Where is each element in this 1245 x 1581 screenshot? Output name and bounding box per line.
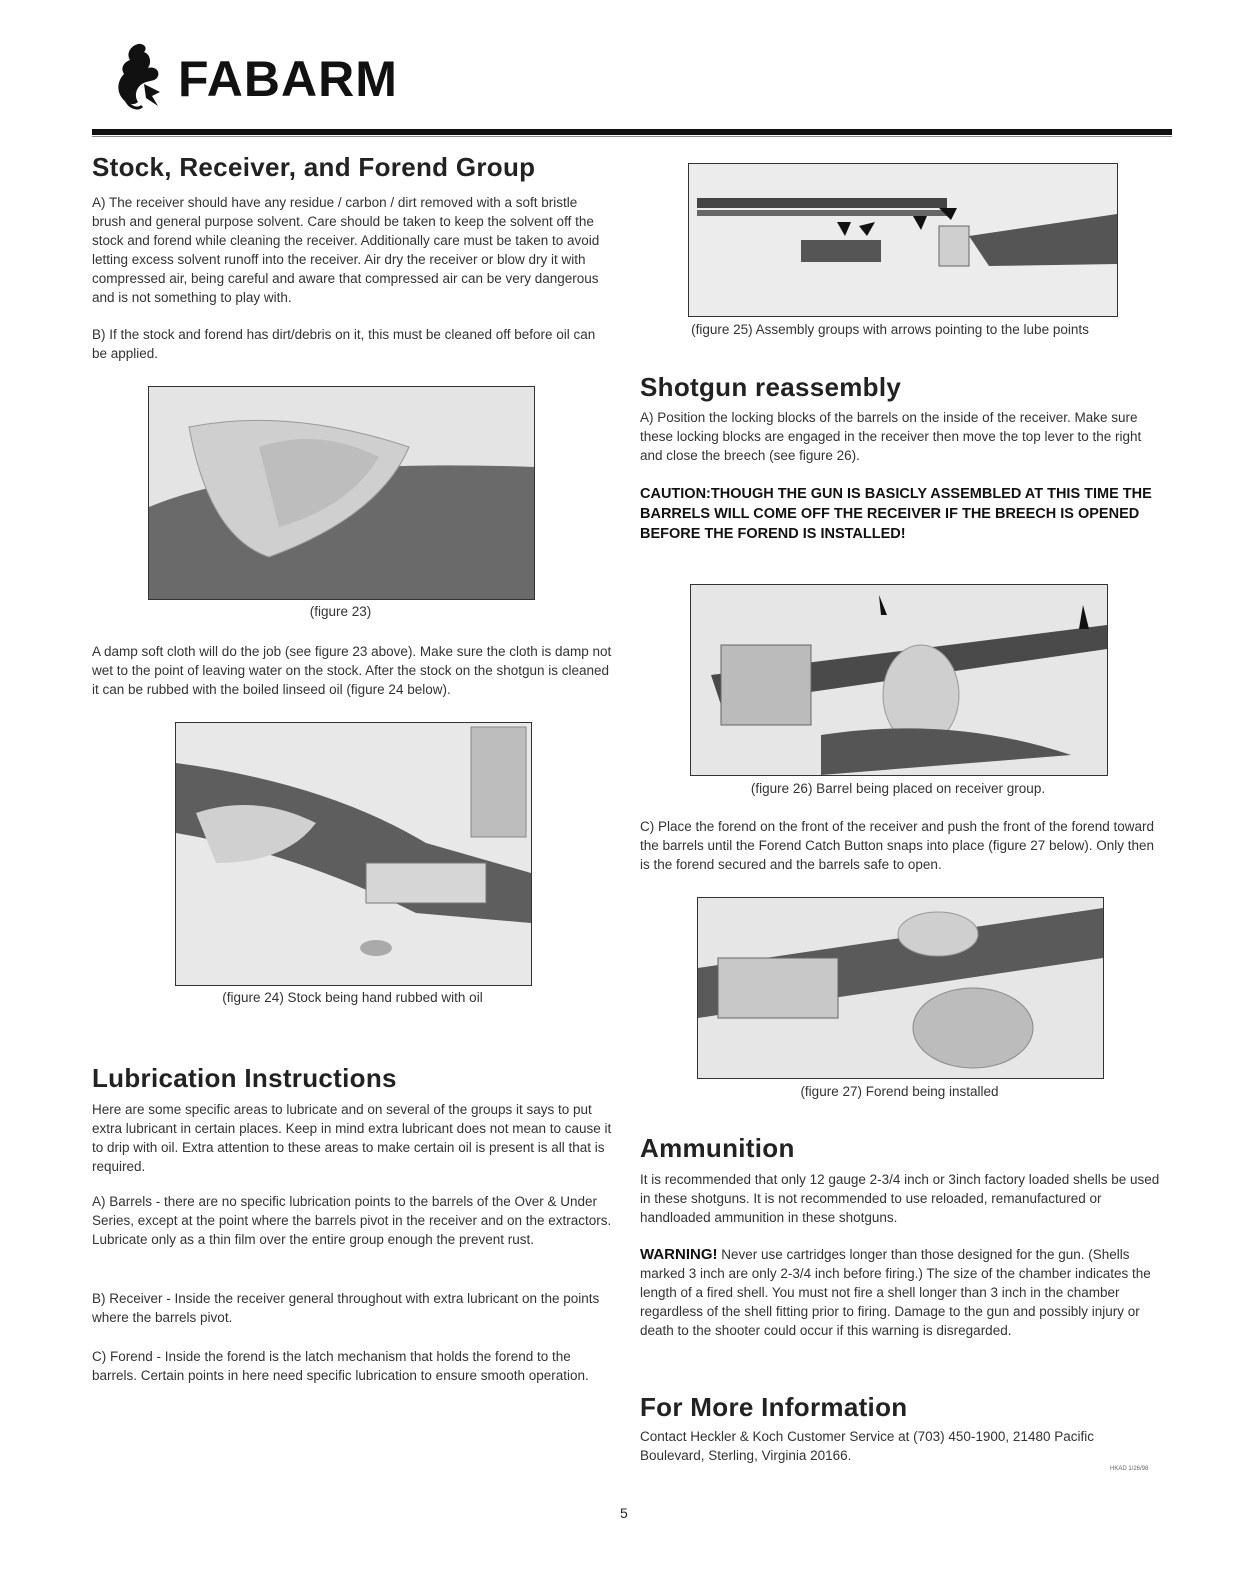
paragraph-damp-cloth: A damp soft cloth will do the job (see figure 23 above). Make sure the cloth is damp not wet to the point of leaving water on the stock. After the stock on the shotgun is cleaned it can be rubbed with the boiled linseed oil (figure 24 below). (92, 644, 612, 697)
fabarm-lion-logo-icon (108, 40, 168, 112)
figure-27-image (697, 897, 1104, 1079)
section-title-more-information: For More Information (640, 1392, 908, 1422)
paragraph-forend-install: C) Place the forend on the front of the receiver and push the front of the forend toward the barrels until the Forend Catch Button snaps into place (figure 27 below). Only then is the forend secured and the barrels safe to open. (640, 819, 1155, 872)
paragraph-ammunition: It is recommended that only 12 gauge 2-3/4 inch or 3inch factory loaded shells be used in these shotguns. It is not recommended to use reloaded, remanufactured or handloaded ammunition in these shotguns. (640, 1172, 1160, 1225)
paragraph-reassembly-position: A) Position the locking blocks of the barrels on the inside of the receiver. Make sure these locking blocks are engaged in the receiver then move the top lever to the right and close the breech (see figure 26). (640, 410, 1142, 463)
paragraph-stock-debris: B) If the stock and forend has dirt/debris on it, this must be cleaned off before oil can be applied. (92, 327, 596, 361)
figure-27-caption: (figure 27) Forend being installed (800, 1084, 999, 1099)
caution-notice: CAUTION:THOUGH THE GUN IS BASICLY ASSEMBLED AT THIS TIME THE BARRELS WILL COME OFF THE RECEIVER IF THE BREECH IS OPENED BEFORE THE FOREND IS INSTALLED! (640, 486, 1152, 542)
figure-26-caption: (figure 26) Barrel being placed on receiver group. (750, 781, 1046, 796)
warning-text: Never use cartridges longer than those designed for the gun. (Shells marked 3 inch are only 2-3/4 inch before firing.) The size of the chamber indicates the length of a fired shell. You must not fire a shell longer than 3 inch in the chamber regardless of the shell fitting prior to firing. Damage to the gun and possibly injury or death to the shooter could occur if this warning is disregarded. (640, 1247, 1151, 1338)
paragraph-lubrication-intro: Here are some specific areas to lubricate and on several of the groups it says to put extra lubricant in certain places. Keep in mind extra lubricant does not mean to cause it to drip with oil. Extra attention to these areas to make certain oil is present is all that is required. (92, 1102, 612, 1174)
brand-name: FABARM (178, 51, 398, 107)
paragraph-lubrication-receiver: B) Receiver - Inside the receiver general throughout with extra lubricant on the points where the barrels pivot. (92, 1291, 600, 1325)
section-title-reassembly: Shotgun reassembly (640, 372, 902, 402)
paragraph-warning (640, 1245, 1160, 1340)
section-title-stock-receiver-forend: Stock, Receiver, and Forend Group (92, 152, 536, 182)
figure-26-image (690, 584, 1108, 776)
figure-25-caption: (figure 25) Assembly groups with arrows pointing to the lube points (691, 322, 1089, 337)
figure-24-caption: (figure 24) Stock being hand rubbed with oil (222, 990, 483, 1005)
paragraph-lubrication-forend: C) Forend - Inside the forend is the latch mechanism that holds the forend to the barrels. Certain points in here need specific lubrication to ensure smooth operation. (92, 1349, 589, 1383)
section-title-lubrication: Lubrication Instructions (92, 1063, 397, 1093)
header-rule (92, 129, 1172, 135)
figure-23-image (148, 386, 535, 600)
figure-25-image (688, 163, 1118, 317)
paragraph-lubrication-barrels: A) Barrels - there are no specific lubrication points to the barrels of the Over & Under Series, except at the point where the barrels pivot in the receiver and on the extractors. Lubricate only as a thin film over the entire group enough the prevent rust. (92, 1194, 612, 1247)
paragraph-receiver-cleaning: A) The receiver should have any residue / carbon / dirt removed with a soft bristle brush and general purpose solvent. Care should be taken to keep the solvent off the stock and forend while cleaning the receiver. Additionally care must be taken to avoid letting excess solvent runoff into the receiver. Air dry the receiver or blow dry it with compressed air, being careful and aware that compressed air can be very dangerous and is not something to play with. (92, 195, 600, 305)
document-code: HKAD 1/26/98 (1110, 1466, 1149, 1472)
paragraph-contact: Contact Heckler & Koch Customer Service at (703) 450-1900, 21480 Pacific Boulevard, Sterling, Virginia 20166. (640, 1429, 1094, 1463)
figure-23-caption: (figure 23) (309, 604, 372, 619)
figure-24-image (175, 722, 532, 986)
header-rule-thin (92, 136, 1172, 137)
section-title-ammunition: Ammunition (640, 1133, 795, 1163)
warning-label: WARNING! (640, 1246, 718, 1263)
page-number: 5 (620, 1505, 628, 1521)
